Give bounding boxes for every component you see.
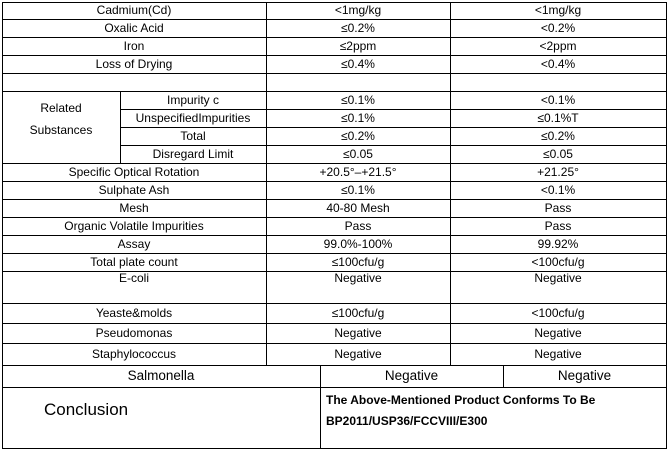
conclusion-text-line2: BP2011/USP36/FCCVIII/E300 <box>326 414 488 428</box>
item-label: Organic Volatile Impurities <box>64 219 204 233</box>
result-value: <100cfu/g <box>531 255 585 269</box>
result-value: Negative <box>534 326 582 340</box>
result-value: 99.92% <box>537 237 579 251</box>
result-value: ≤0.1%T <box>537 111 579 125</box>
conclusion-label: Conclusion <box>44 400 129 419</box>
related-label: Substances <box>29 123 93 137</box>
standard-value: ≤2ppm <box>339 39 377 53</box>
standard-value: 99.0%-100% <box>323 237 393 251</box>
result-value: <0.4% <box>540 57 576 71</box>
result-value: Negative <box>534 271 582 285</box>
conclusion-text-line1: The Above-Mentioned Product Conforms To Be <box>326 393 596 407</box>
item-label: Sulphate Ash <box>98 183 170 197</box>
standard-value: +20.5°–+21.5° <box>319 165 397 179</box>
result-value: ≤0.05 <box>543 147 573 161</box>
item-label: Total plate count <box>90 255 178 269</box>
standard-value: ≤0.2% <box>341 21 375 35</box>
result-value: Pass <box>544 219 572 233</box>
item-label: Mesh <box>119 201 149 215</box>
standard-value: ≤0.2% <box>341 129 375 143</box>
result-value: <0.1% <box>540 183 576 197</box>
standard-value: Negative <box>334 347 382 361</box>
table-border-bottom <box>2 448 666 449</box>
result-value: <0.2% <box>540 21 576 35</box>
row-line <box>2 323 666 324</box>
standard-value: Negative <box>334 326 382 340</box>
subitem-label: UnspecifiedImpurities <box>135 111 251 125</box>
result-value: <2ppm <box>539 39 577 53</box>
row-line <box>2 303 666 304</box>
item-label: Cadmium(Cd) <box>96 3 172 17</box>
result-value: Negative <box>557 368 612 383</box>
row-line <box>2 343 666 344</box>
standard-value: ≤0.1% <box>341 93 375 107</box>
result-value: <1mg/kg <box>534 3 582 17</box>
result-value: <100cfu/g <box>531 306 585 320</box>
result-value: Negative <box>534 347 582 361</box>
item-label: Yeaste&molds <box>95 306 173 320</box>
result-value: Pass <box>544 201 572 215</box>
standard-value: 40-80 Mesh <box>326 201 390 215</box>
standard-value: ≤0.05 <box>343 147 373 161</box>
item-label: Salmonella <box>127 368 195 383</box>
standard-value: ≤100cfu/g <box>331 255 385 269</box>
related-label: Related <box>40 101 82 115</box>
standard-value: ≤0.4% <box>341 57 375 71</box>
result-value: <0.1% <box>540 93 576 107</box>
subitem-label: Disregard Limit <box>152 147 234 161</box>
standard-value: Pass <box>344 219 372 233</box>
item-label: Pseudomonas <box>95 326 173 340</box>
item-label: Iron <box>123 39 145 53</box>
item-label: E-coli <box>118 271 149 285</box>
row-line <box>2 387 666 388</box>
item-label: Loss of Drying <box>95 57 173 71</box>
row-line <box>2 365 666 366</box>
row-line <box>2 73 666 74</box>
item-label: Oxalic Acid <box>104 21 164 35</box>
standard-value: <1mg/kg <box>334 3 382 17</box>
standard-value: ≤100cfu/g <box>331 306 385 320</box>
item-label: Staphylococcus <box>91 347 177 361</box>
result-value: +21.25° <box>537 165 579 179</box>
item-label: Specific Optical Rotation <box>68 165 200 179</box>
subitem-label: Total <box>180 129 206 143</box>
standard-value: Negative <box>334 271 382 285</box>
standard-value: Negative <box>384 368 439 383</box>
result-value: ≤0.2% <box>541 129 575 143</box>
item-label: Assay <box>117 237 151 251</box>
standard-value: ≤0.1% <box>341 183 375 197</box>
table-border-right <box>666 2 667 449</box>
standard-value: ≤0.1% <box>341 111 375 125</box>
subitem-label: Impurity c <box>166 93 219 107</box>
